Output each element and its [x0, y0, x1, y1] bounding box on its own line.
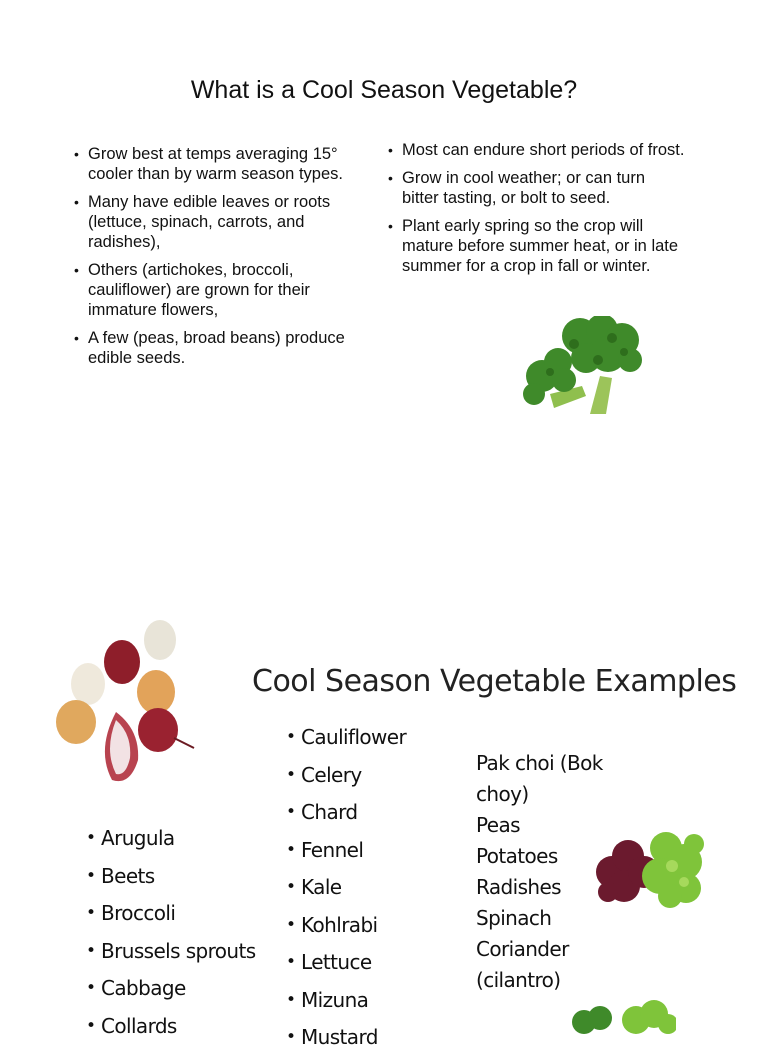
bullet-list-left	[72, 144, 372, 376]
list-item: Radishes	[476, 875, 561, 899]
slide-what-is-cool-season	[0, 0, 768, 520]
vegetable-list-column-2	[286, 725, 406, 1063]
list-item: • Mustard	[286, 1025, 406, 1049]
bullet-item: • Grow best at temps averaging 15° cooler than by warm season types.	[72, 144, 372, 184]
list-item: Coriander (cilantro)	[476, 937, 569, 992]
bullet-item: • Many have edible leaves or roots (lettuce, spinach, carrots, and radishes),	[72, 192, 372, 252]
greens-image	[566, 996, 676, 1036]
list-item: • Fennel	[286, 838, 406, 862]
broccoli-image	[520, 316, 644, 416]
list-item: • Mizuna	[286, 988, 406, 1012]
onions-image	[46, 610, 196, 790]
bullet-item: • Grow in cool weather; or can turn bitter tasting, or bolt to seed.	[386, 168, 686, 208]
lettuce-image	[594, 826, 706, 910]
list-item: Peas	[476, 813, 520, 837]
list-item: • Cauliflower	[286, 725, 406, 749]
slide-title: Cool Season Vegetable Examples	[252, 664, 737, 699]
list-item: • Cabbage	[86, 976, 256, 1000]
list-item: • Collards	[86, 1014, 256, 1038]
list-item: • Lettuce	[286, 950, 406, 974]
list-item: Spinach	[476, 906, 552, 930]
list-item: • Kohlrabi	[286, 913, 406, 937]
bullet-item: • Others (artichokes, broccoli, cauliflower) are grown for their immature flowers,	[72, 260, 372, 320]
bullet-item: • Most can endure short periods of frost.	[386, 140, 686, 160]
vegetable-list-column-1	[86, 826, 256, 1051]
list-item: • Arugula	[86, 826, 256, 850]
bullet-item: • A few (peas, broad beans) produce edible seeds.	[72, 328, 372, 368]
slide-title: What is a Cool Season Vegetable?	[190, 76, 578, 104]
bullet-item: • Plant early spring so the crop will mature before summer heat, or in late summer for a crop in fall or winter.	[386, 216, 686, 276]
list-item: • Brussels sprouts	[86, 939, 256, 963]
list-item: • Beets	[86, 864, 256, 888]
list-item: Potatoes	[476, 844, 558, 868]
list-item: • Broccoli	[86, 901, 256, 925]
list-item: • Celery	[286, 763, 406, 787]
list-item: • Chard	[286, 800, 406, 824]
list-item: • Kale	[286, 875, 406, 899]
slide-cool-season-examples	[0, 600, 768, 1049]
bullet-list-right	[386, 140, 686, 284]
list-item: Pak choi (Bok choy)	[476, 751, 603, 806]
